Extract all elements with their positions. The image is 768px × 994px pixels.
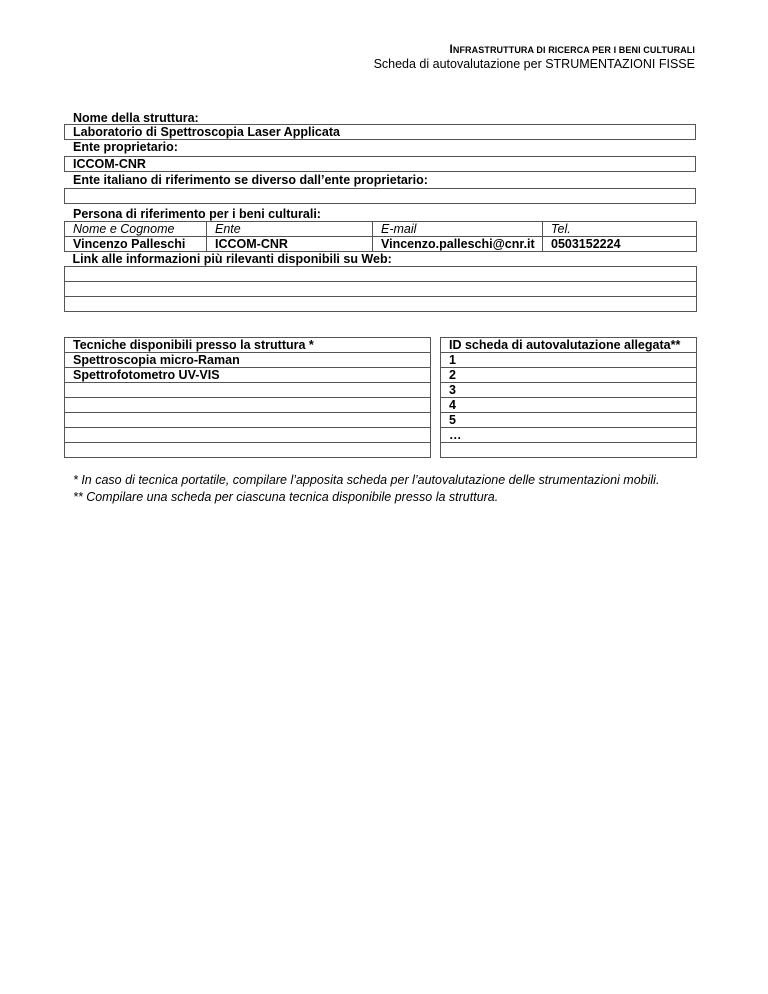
technique-field[interactable] — [65, 413, 431, 428]
page-header — [374, 44, 695, 72]
struttura-label: Nome della struttura: — [73, 111, 199, 125]
link-row — [65, 297, 697, 312]
persona-label: Persona di riferimento per i beni culturali: — [73, 207, 321, 221]
technique-id-field[interactable]: … — [441, 428, 697, 443]
contact-header-row — [65, 222, 697, 237]
ente-label: Ente proprietario: — [73, 140, 178, 154]
techniques-header-row — [65, 338, 697, 353]
techniques-table — [64, 337, 697, 458]
footnotes — [73, 472, 659, 506]
struttura-field[interactable]: Laboratorio di Spettroscopia Laser Applicata — [64, 124, 696, 140]
footnote-per-technique: ** Compilare una scheda per ciascuna tecnica disponibile presso la struttura. — [73, 490, 499, 504]
technique-row — [65, 383, 697, 398]
link-field-2[interactable] — [65, 282, 697, 297]
ente-field[interactable]: ICCOM-CNR — [64, 156, 696, 172]
document-subtitle: Scheda di autovalutazione per STRUMENTAZIONI FISSE — [373, 57, 695, 71]
link-label: Link alle informazioni più rilevanti disponibili su Web: — [72, 252, 392, 266]
ente-italiano-field[interactable] — [64, 188, 696, 204]
technique-row — [65, 428, 697, 443]
ente-italiano-label: Ente italiano di riferimento se diverso dall’ente proprietario: — [73, 173, 428, 187]
technique-field[interactable]: Spettrofotometro UV-VIS — [65, 368, 431, 383]
footnote-portable: * In caso di tecnica portatile, compilare l’apposita scheda per l’autovalutazione delle strumentazioni mobili. — [73, 473, 660, 487]
contact-email-field[interactable]: Vincenzo.palleschi@cnr.it — [373, 237, 543, 252]
contact-name-field[interactable]: Vincenzo Palleschi — [65, 237, 207, 252]
link-row — [65, 282, 697, 297]
techniques-header: Tecniche disponibili presso la struttura * — [65, 338, 431, 353]
contact-table — [64, 221, 697, 312]
technique-id-field[interactable]: 1 — [441, 353, 697, 368]
id-header: ID scheda di autovalutazione allegata** — [441, 338, 697, 353]
technique-row — [65, 443, 697, 458]
technique-row — [65, 413, 697, 428]
contact-header-email: E-mail — [373, 222, 543, 237]
technique-row — [65, 368, 697, 383]
technique-id-field[interactable] — [441, 443, 697, 458]
technique-field[interactable] — [65, 383, 431, 398]
technique-field[interactable] — [65, 398, 431, 413]
contact-tel-field[interactable]: 0503152224 — [543, 237, 697, 252]
contact-ente-field[interactable]: ICCOM-CNR — [207, 237, 373, 252]
technique-id-field[interactable]: 4 — [441, 398, 697, 413]
link-row — [65, 267, 697, 282]
technique-id-field[interactable]: 5 — [441, 413, 697, 428]
contact-header-tel: Tel. — [543, 222, 697, 237]
contact-header-ente: Ente — [207, 222, 373, 237]
link-field-1[interactable] — [65, 267, 697, 282]
link-field-3[interactable] — [65, 297, 697, 312]
document-title: INFRASTRUTTURA DI RICERCA PER I BENI CULTURALI — [449, 44, 695, 56]
contact-value-row — [65, 237, 697, 252]
contact-header-name: Nome e Cognome — [65, 222, 207, 237]
technique-id-field[interactable]: 3 — [441, 383, 697, 398]
link-label-row — [65, 252, 697, 267]
technique-field[interactable] — [65, 428, 431, 443]
technique-id-field[interactable]: 2 — [441, 368, 697, 383]
technique-row — [65, 353, 697, 368]
technique-row — [65, 398, 697, 413]
technique-field[interactable] — [65, 443, 431, 458]
technique-field[interactable]: Spettroscopia micro-Raman — [65, 353, 431, 368]
